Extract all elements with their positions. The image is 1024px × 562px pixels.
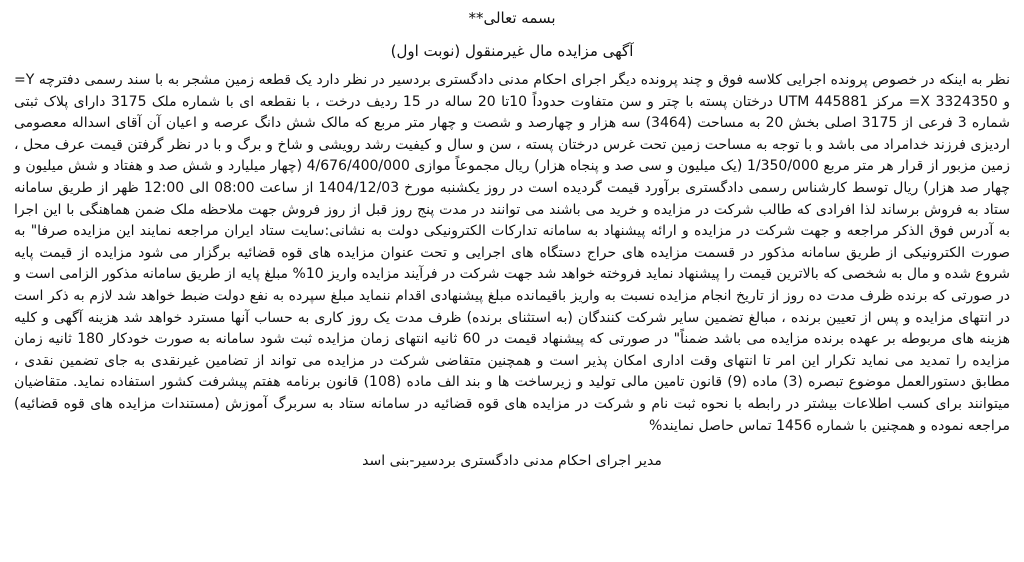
bismillah-heading: بسمه تعالی** [468,9,556,27]
notice-signature: مدیر اجرای احکام مدنی دادگستری بردسیر-بنی اسد [362,453,662,470]
notice-body: نظر به اینکه در خصوص پرونده اجرایی کلاسه فوق و چند پرونده دیگر اجرای احکام مدنی دادگستری بردسیر در نظر دارد یک قطعه زمین مشجر به با سند رسمی دفترچه Y= و 3324350 X= مرکز UTM 445881 درختان پسته با چتر و سن متفاوت حدوداً 10تا 20 ساله در 15 ردیف درخت ، با نقطعه ای با شماره ملک 3175 دارای پلاک ثبتی شماره 3 فرعی از 3175 اصلی بخش 20 به مساحت (3464) سه هزار و چهارصد و شصت و چهار متر مربع که مالک شش دانگ عرصه و اعیان آن آقای اسداله معصومی اردیزی فرزند خدامراد می باشد و با توجه به مساحت زمین تحت غرس درختان پسته ، سن و سال و کیفیت رشد رویشی و شاخ و برگ و با در نظر گرفتن قیمت عرف محل ، زمین مزبور از قرار هر متر مربع 1/350/000 (یک میلیون و سی صد و پنجاه هزار) ریال مجموعاً موازی 4/676/400/000 (چهار میلیارد و شش صد و هفتاد و شش میلیون و چهار صد هزار) ریال توسط کارشناس رسمی دادگستری برآورد قیمت گردیده است در روز یکشنبه مورخ 1404/12/03 از ساعت 08:00 الی 12:00 ظهر از طریق سامانه ستاد به فروش برساند لذا افرادی که طالب شرکت در مزایده و خرید می باشند می توانند در مدت پنج روز قبل از روز فروش جهت ملاحظه ملک ضمن هماهنگی با این اجرا به آدرس فوق الذکر مراجعه و جهت شرکت در مزایده و ارائه پیشنهاد به سامانه تدارکات الکترونیکی دولت به نشانی:سایت ستاد ایران مراجعه نمایند این مزایده صرفا" به صورت الکترونیکی از طریق سامانه مذکور در قسمت مزایده های حراج دستگاه های اجرایی و تحت عنوان مزایده های قوه قضائیه برگزار می شود مزایده از قیمت پایه شروع شده و مال به شخصی که بالاترین قیمت را پیشنهاد نماید فروخته خواهد شد جهت شرکت در فرآیند مزایده واریز 10% مبلغ پایه از طریق سامانه مذکور الزامی است و در صورتی که برنده ظرف مدت ده روز از تاریخ انجام مزایده نسبت به واریز باقیمانده مبلغ پیشنهادی اقدام ننماید مبلغ سپرده به نفع دولت ضبط خواهد شد لازم به ذکر است در انتهای مزایده و پس از تعیین برنده ، مبالغ تضمین سایر شرکت کنندگان (به استثنای برنده) ظرف مدت یک روز کاری به حساب آنها مسترد خواهد شد هزینه آگهی و کلیه هزینه های مربوطه بر عهده برنده مزایده می باشد ضمناً" در صورتی که پیشنهاد قیمت در 60 ثانیه انتهای زمان مزایده ثبت شود سامانه به صورت خودکار 180 ثانیه زمان مزایده را تمدید می نماید تکرار این امر تا انتهای وقت اداری امکان پذیر است و همچنین متقاضی شرکت در مزایده می تواند از تضامین غیرنقدی به جای تضمین نقدی ، مطابق دستورالعمل موضوع تبصره (3) ماده (9) قانون تامین مالی تولید و زیرساخت ها و بند الف ماده (108) قانون برنامه هفتم پیشرفت کشور استفاده نماید. متقاضیان میتوانند برای کسب اطلاعات بیشتر در رابطه با نحوه ثبت نام و شرکت در مزایده های قوه قضائیه در سامانه ستاد به سربرگ آموزش (مستندات مزایده های قوه قضائیه) مراجعه نموده و همچنین با شماره 1456 تماس حاصل نمایند% [14,72,1011,434]
notice-title: آگهی مزایده مال غیرمنقول (نوبت اول) [390,42,634,60]
